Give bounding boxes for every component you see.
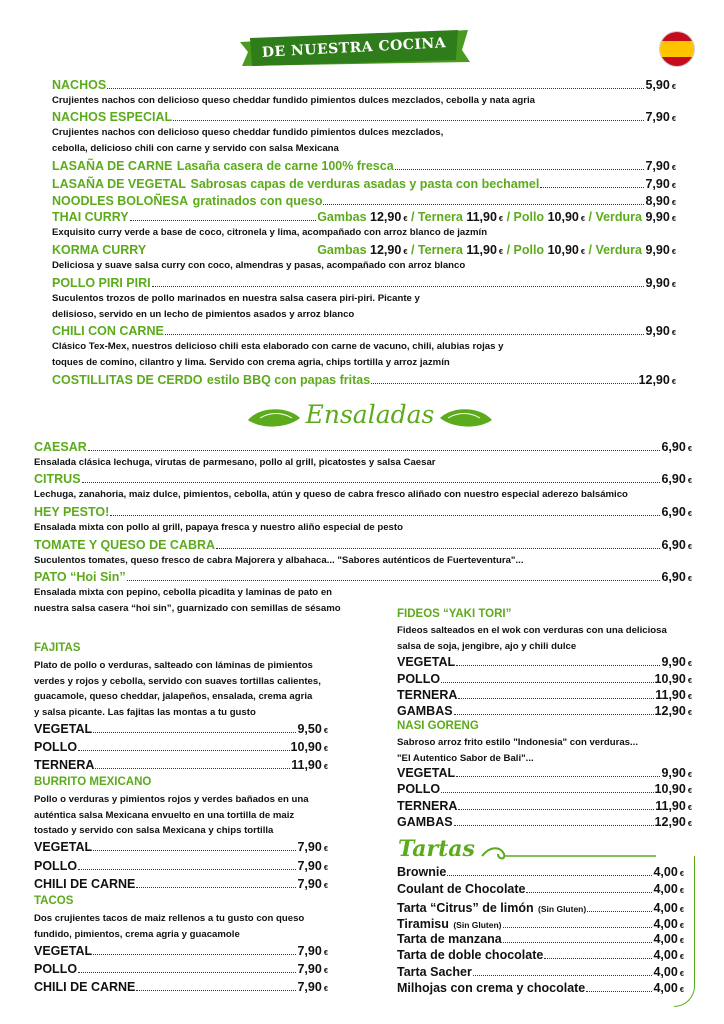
tacos-title: TACOS [34,895,74,907]
item-price: 9,90 € [645,276,676,290]
item-description: Crujientes nachos con delicioso queso cheddar fundido pimientos dulces mezclados, cebolla y nata agria [52,95,535,106]
item-description: Ensalada clásica lechuga, virutas de parmesano, pollo al grill, picatostes y salsa Caesar [34,457,436,468]
menu-item-nachos-especial [52,110,676,124]
fajitas-description: Plato de pollo o verduras, salteado con láminas de pimientos verdes y rojos y cebolla, servido con suaves tortillas calientes, guacamole, queso cheddar, jalapeños, ensalada, crema agria y salsa picante. Las fajitas las montas a tu gusto [34,660,321,718]
swirl-ornament-icon [480,844,660,864]
tarta-item: Tarta Sacher 4,00 € [397,965,684,979]
tarta-item: Coulant de Chocolate 4,00 € [397,882,684,896]
item-description: Suculentos trozos de pollo marinados en nuestra salsa casera piri-piri. Picante y delisioso, servido en un lecho de pimientos asados y arroz blanco [52,293,420,320]
tarta-item: Tiramisu (Sin Gluten) 4,00 € [397,917,684,931]
item-price: 7,90 € [645,177,676,191]
burrito-option: VEGETAL 7,90 € [34,840,328,854]
nasi-option: GAMBAS 12,90 € [397,815,692,829]
ensaladas-heading [240,398,500,438]
item-description: Exquisito curry verde a base de coco, citronela y lima, acompañado con arroz blanco de jazmín [52,227,488,238]
tacos-option: VEGETAL 7,90 € [34,944,328,958]
item-extra: Sabrosas capas de verduras asadas y pasta con bechamel [190,177,540,191]
tarta-item: Tarta de doble chocolate 4,00 € [397,948,684,962]
item-description: Suculentos tomates, queso fresco de cabra Majorera y albahaca... "Sabores auténticos de Fuerteventura"... [34,555,524,566]
item-price: 8,90 € [645,194,676,208]
item-name: CITRUS [34,472,81,486]
item-description: Lechuga, zanahoria, maiz dulce, pimientos, cebolla, atún y queso de cabra fresco aliñado con nuestro especial aderezo balsámico [34,489,628,500]
item-name: LASAÑA DE CARNE [52,159,173,173]
fideos-title: FIDEOS “YAKI TORI” [397,608,512,620]
item-name: HEY PESTO! [34,505,110,519]
fideos-option: TERNERA 11,90 € [397,688,692,702]
item-price: 6,90 € [661,472,692,486]
salad-caesar [34,440,692,454]
salad-tomate [34,538,692,552]
tarta-item: Tarta de manzana 4,00 € [397,932,684,946]
item-price: 9,90 € [645,324,676,338]
section-title: Tartas [398,836,475,862]
item-name: TOMATE Y QUESO DE CABRA [34,538,216,552]
menu-item-korma-curry [52,243,676,257]
curry-options: Gambas 12,90 € / Ternera 11,90 € / Pollo 10,90 € / Verdura 9,90 € [317,210,676,224]
item-description: Crujientes nachos con delicioso queso cheddar fundido pimientos dulces mezclados, cebolla, delicioso chili con carne y servido con salsa Mexicana [52,127,444,154]
tacos-option: POLLO 7,90 € [34,962,328,976]
burrito-option: POLLO 7,90 € [34,859,328,873]
item-price: 6,90 € [661,570,692,584]
menu-item-lasana-carne [52,157,676,175]
tacos-description: Dos crujientes tacos de maiz rellenos a tu gusto con queso fundido, pimientos, crema agria y guacamole [34,913,305,940]
fajitas-option: POLLO 10,90 € [34,740,328,754]
item-name: KORMA CURRY [52,243,147,257]
item-price: 6,90 € [661,538,692,552]
fideos-option: VEGETAL 9,90 € [397,655,692,669]
item-price: 6,90 € [661,440,692,454]
menu-item-lasana-vegetal [52,175,676,193]
section-banner [236,28,472,68]
nasi-option: TERNERA 11,90 € [397,799,692,813]
tarta-item: Milhojas con crema y chocolate 4,00 € [397,981,684,995]
item-price: 6,90 € [661,505,692,519]
item-description: Deliciosa y suave salsa curry con coco, almendras y pasas, acompañado con arroz blanco [52,260,466,271]
item-name: NACHOS ESPECIAL [52,110,173,124]
fideos-option: POLLO 10,90 € [397,672,692,686]
burrito-description: Pollo o verduras y pimientos rojos y verdes bañados en una auténtica salsa Mexicana envuelto en una tortilla de maiz tostado y servido con salsa Mexicana y chips tortilla [34,794,309,836]
nasi-title: NASI GORENG [397,720,479,732]
fajitas-title: FAJITAS [34,642,81,654]
menu-item-nachos [52,78,676,92]
item-price: 7,90 € [645,159,676,173]
burrito-option: CHILI DE CARNE 7,90 € [34,877,328,891]
item-name: POLLO PIRI PIRI [52,276,151,290]
salad-hey-pesto [34,505,692,519]
nasi-option: POLLO 10,90 € [397,782,692,796]
nasi-option: VEGETAL 9,90 € [397,766,692,780]
burrito-title: BURRITO MEXICANO [34,776,152,788]
menu-item-pollo-piri [52,276,676,290]
item-description: Ensalada mixta con pepino, cebolla picadita y laminas de pato en nuestra salsa casera “hoi sin”, guarnizado con semillas de sésamo [34,587,341,614]
item-price: 7,90 € [645,110,676,124]
tarta-item: Brownie 4,00 € [397,865,684,879]
menu-item-thai-curry [52,210,676,224]
item-name: COSTILLITAS DE CERDO [52,373,203,387]
item-extra: Lasaña casera de carne 100% fresca [176,159,394,173]
item-name: LASAÑA DE VEGETAL [52,177,187,191]
tartas-heading [394,836,694,866]
item-name: NACHOS [52,78,107,92]
section-title: Ensaladas [305,400,435,429]
fajitas-option: TERNERA 11,90 € [34,758,328,772]
fideos-option: GAMBAS 12,90 € [397,704,692,718]
item-name: PATO “Hoi Sin” [34,570,126,584]
tarta-item: Tarta “Citrus” de limón (Sin Gluten) 4,00 € [397,901,684,915]
banner-title: DE NUESTRA COCINA [261,35,447,61]
menu-item-noodles [52,192,676,210]
curry-options: Gambas 12,90 € / Ternera 11,90 € / Pollo 10,90 € / Verdura 9,90 € [317,243,676,257]
item-extra: estilo BBQ con papas fritas [206,373,371,387]
salad-citrus [34,472,692,486]
item-price: 5,90 € [645,78,676,92]
fajitas-option: VEGETAL 9,50 € [34,722,328,736]
tacos-option: CHILI DE CARNE 7,90 € [34,980,328,994]
menu-item-costillitas [52,371,676,389]
item-name: CAESAR [34,440,87,454]
item-description: Clásico Tex-Mex, nuestros delicioso chili esta elaborado con carne de vacuno, chili, alubias rojas y toques de comino, cilantro y lima. Servido con crema agria, chips tortilla y arroz jazmín [52,341,504,368]
spanish-flag-icon[interactable] [659,31,695,67]
item-description: Ensalada mixta con pollo al grill, papaya fresca y nuestro aliño especial de pesto [34,522,403,533]
salad-pato [34,570,692,584]
item-extra: gratinados con queso [192,194,323,208]
item-name: CHILI CON CARNE [52,324,164,338]
item-price: 12,90 € [638,373,676,387]
fideos-description: Fideos salteados en el wok con verduras con una deliciosa salsa de soja, jengibre, ajo y chili dulce [397,625,667,652]
menu-item-chili [52,324,676,338]
item-name: THAI CURRY [52,210,129,224]
item-name: NOODLES BOLOÑESA [52,194,189,208]
nasi-description: Sabroso arroz frito estilo "Indonesia" con verduras... "El Autentico Sabor de Bali"... [397,737,639,764]
